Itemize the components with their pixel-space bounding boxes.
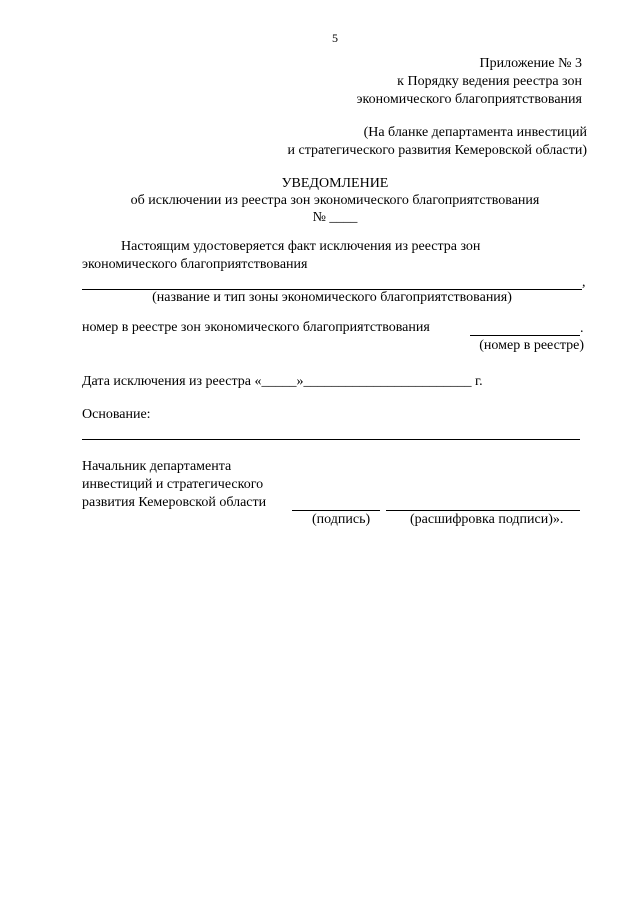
signature-decode-field-line	[386, 510, 580, 511]
registry-number-field-line	[470, 335, 580, 336]
letterhead-note-line-1: (На бланке департамента инвестиций	[363, 125, 587, 140]
appendix-line-1: Приложение № 3	[479, 56, 582, 71]
letterhead-note	[288, 124, 588, 160]
title-heading: УВЕДОМЛЕНИЕ	[281, 176, 389, 191]
zone-name-caption: (название и тип зоны экономического благоприятствования)	[152, 290, 512, 305]
signature-caption: (подпись)	[312, 512, 371, 527]
registry-number-label: номер в реестре зон экономического благоприятствования	[82, 320, 430, 335]
document-title	[0, 175, 640, 226]
appendix-header	[357, 55, 582, 109]
title-subtitle: об исключении из реестра зон экономического благоприятствования	[130, 193, 540, 208]
exclusion-date-line: Дата исключения из реестра «_____»________________________ г.	[82, 374, 483, 389]
letterhead-note-line-2: и стратегического развития Кемеровской области)	[287, 143, 587, 158]
registry-number-caption: (номер в реестре)	[479, 338, 584, 353]
body-paragraph-line-1: Настоящим удостоверяется факт исключения из реестра зон	[121, 239, 481, 254]
title-number: № ____	[312, 210, 358, 225]
basis-label: Основание:	[82, 407, 151, 422]
registry-number-period: .	[580, 321, 584, 336]
basis-field-line	[82, 439, 580, 440]
signatory-title	[82, 458, 266, 512]
zone-name-comma: ,	[582, 275, 586, 290]
signature-decode-caption: (расшифровка подписи)».	[410, 512, 564, 527]
signatory-line-3: развития Кемеровской области	[82, 495, 267, 510]
appendix-line-2: к Порядку ведения реестра зон	[397, 74, 582, 89]
body-paragraph-line-2: экономического благоприятствования	[82, 257, 308, 272]
page-number: 5	[332, 31, 338, 45]
appendix-line-3: экономического благоприятствования	[356, 92, 582, 107]
signatory-line-2: инвестиций и стратегического	[82, 477, 264, 492]
signatory-line-1: Начальник департамента	[82, 459, 232, 474]
signature-field-line	[292, 510, 380, 511]
